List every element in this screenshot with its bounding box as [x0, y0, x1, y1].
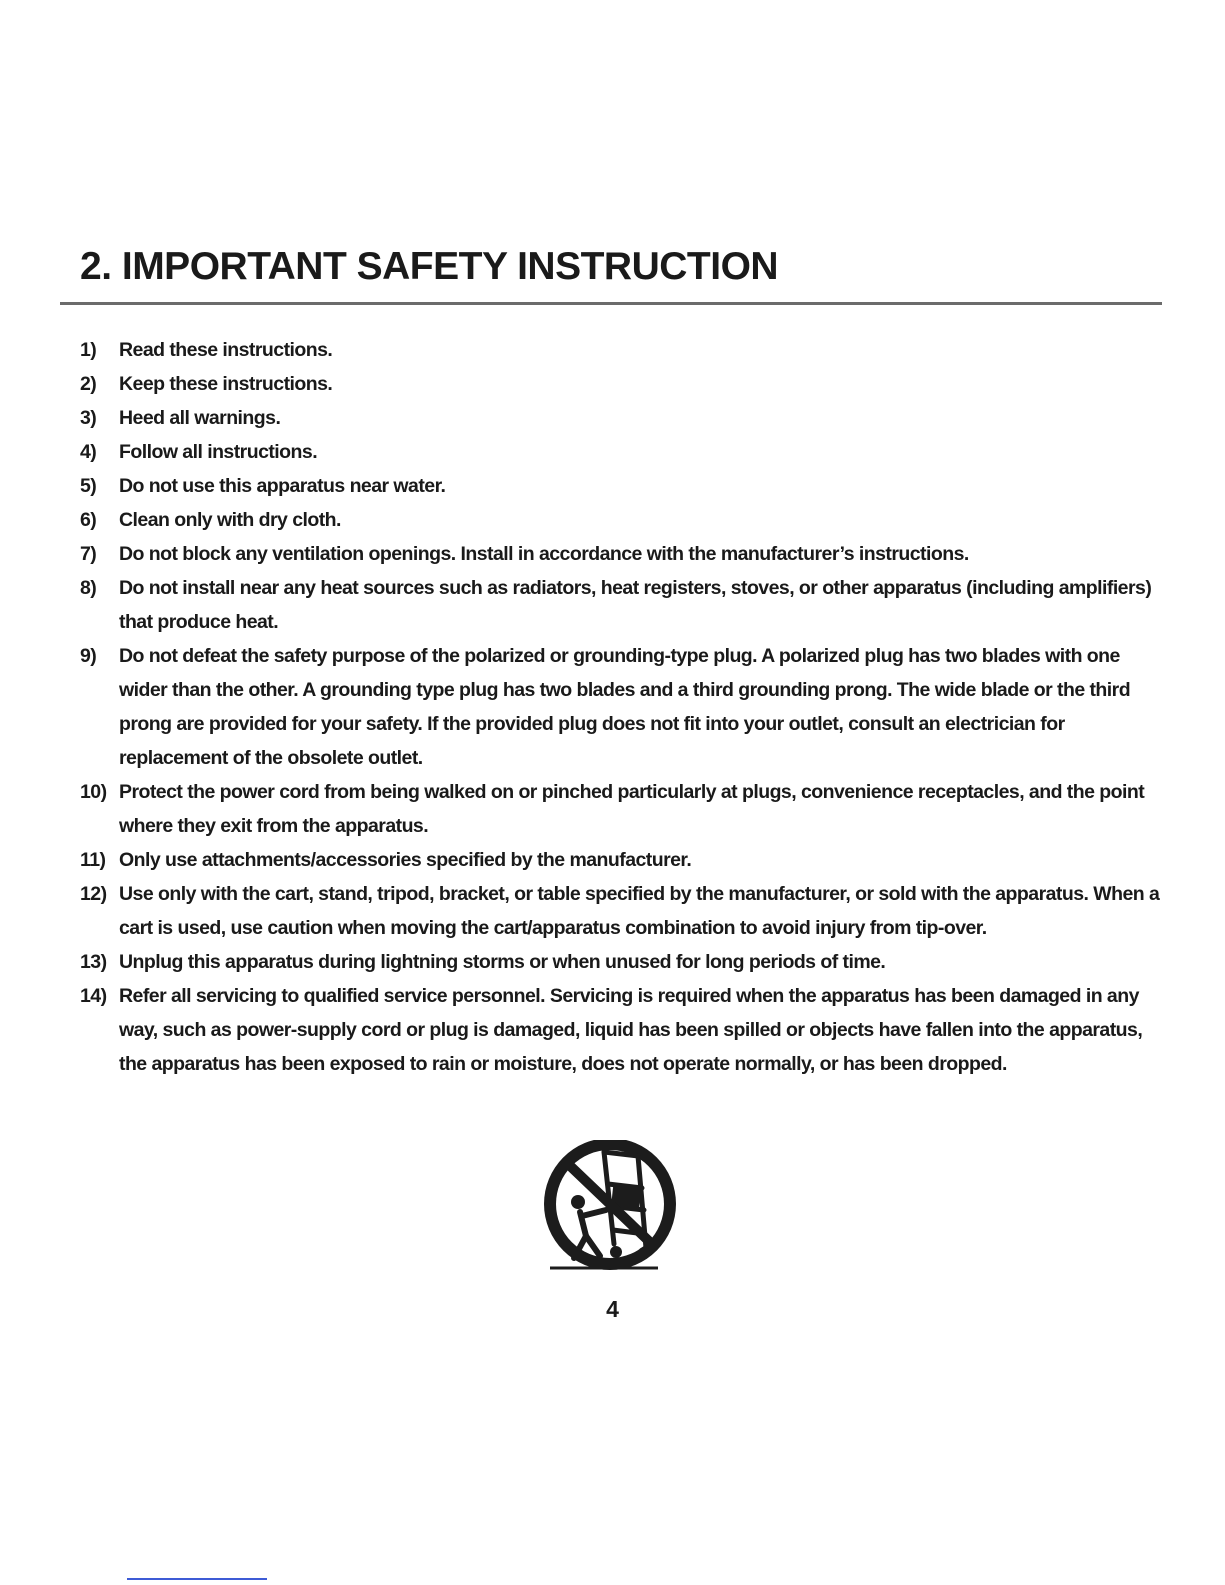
instruction-text: Unplug this apparatus during lightning storms or when unused for long periods of time. — [119, 951, 886, 973]
instruction-number: 9) — [80, 645, 97, 667]
instruction-number: 10) — [80, 781, 107, 803]
cart-tip-over-warning-icon — [542, 1140, 682, 1280]
instruction-item — [80, 333, 1165, 367]
instruction-text: Protect the power cord from being walked on or pinched particularly at plugs, convenience receptacles, and the point where they exit from the apparatus. — [119, 781, 1145, 837]
instruction-text: Keep these instructions. — [119, 373, 333, 395]
instruction-item — [80, 503, 1165, 537]
instruction-number: 7) — [80, 543, 97, 565]
instruction-number: 2) — [80, 373, 97, 395]
instruction-number: 5) — [80, 475, 97, 497]
instruction-text: Follow all instructions. — [119, 441, 318, 463]
instruction-item — [80, 469, 1165, 503]
instruction-number: 11) — [80, 849, 106, 871]
instruction-text: Do not defeat the safety purpose of the polarized or grounding-type plug. A polarized plug has two blades with one wider than the other. A grounding type plug has two blades and a third grounding prong. The wide blade or the third prong are provided for your safety. If the provided plug does not fit into your outlet, consult an electrician for replacement of the obsolete outlet. — [119, 645, 1131, 769]
instruction-text: Do not block any ventilation openings. Install in accordance with the manufacturer’s instructions. — [119, 543, 969, 565]
instruction-number: 4) — [80, 441, 97, 463]
instruction-text: Only use attachments/accessories specified by the manufacturer. — [119, 849, 692, 871]
instruction-item — [80, 639, 1165, 775]
instruction-text: Clean only with dry cloth. — [119, 509, 341, 531]
instruction-item — [80, 877, 1165, 945]
instruction-item — [80, 775, 1165, 843]
page-number: 4 — [606, 1296, 619, 1322]
instruction-number: 1) — [80, 339, 97, 361]
instruction-number: 13) — [80, 951, 107, 973]
section-heading: 2. IMPORTANT SAFETY INSTRUCTION — [80, 245, 779, 288]
instruction-item — [80, 843, 1165, 877]
instruction-text: Do not install near any heat sources such as radiators, heat registers, stoves, or other apparatus (including amplifiers) that produce heat. — [119, 577, 1152, 633]
instruction-text: Read these instructions. — [119, 339, 333, 361]
instruction-item — [80, 537, 1165, 571]
heading-divider — [60, 302, 1162, 305]
instruction-number: 14) — [80, 985, 107, 1007]
instruction-item — [80, 401, 1165, 435]
instruction-number: 8) — [80, 577, 97, 599]
instruction-number: 6) — [80, 509, 97, 531]
instruction-number: 12) — [80, 883, 107, 905]
instruction-item — [80, 367, 1165, 401]
instruction-item — [80, 571, 1165, 639]
instruction-number: 3) — [80, 407, 97, 429]
instruction-item — [80, 979, 1165, 1081]
instruction-text: Use only with the cart, stand, tripod, bracket, or table specified by the manufacturer, or sold with the apparatus. When a cart is used, use caution when moving the cart/apparatus combination to avoid injury from tip-over. — [119, 883, 1160, 939]
instruction-text: Heed all warnings. — [119, 407, 281, 429]
instruction-text: Refer all servicing to qualified service personnel. Servicing is required when the apparatus has been damaged in any way, such as power-supply cord or plug is damaged, liquid has been spilled or objects have fallen into the apparatus, the apparatus has been exposed to rain or moisture, does not operate normally, or has been dropped. — [119, 985, 1143, 1075]
instruction-item — [80, 945, 1165, 979]
instruction-text: Do not use this apparatus near water. — [119, 475, 446, 497]
instruction-item — [80, 435, 1165, 469]
safety-instructions-list — [80, 333, 1165, 1081]
footer-underline — [127, 1578, 267, 1580]
